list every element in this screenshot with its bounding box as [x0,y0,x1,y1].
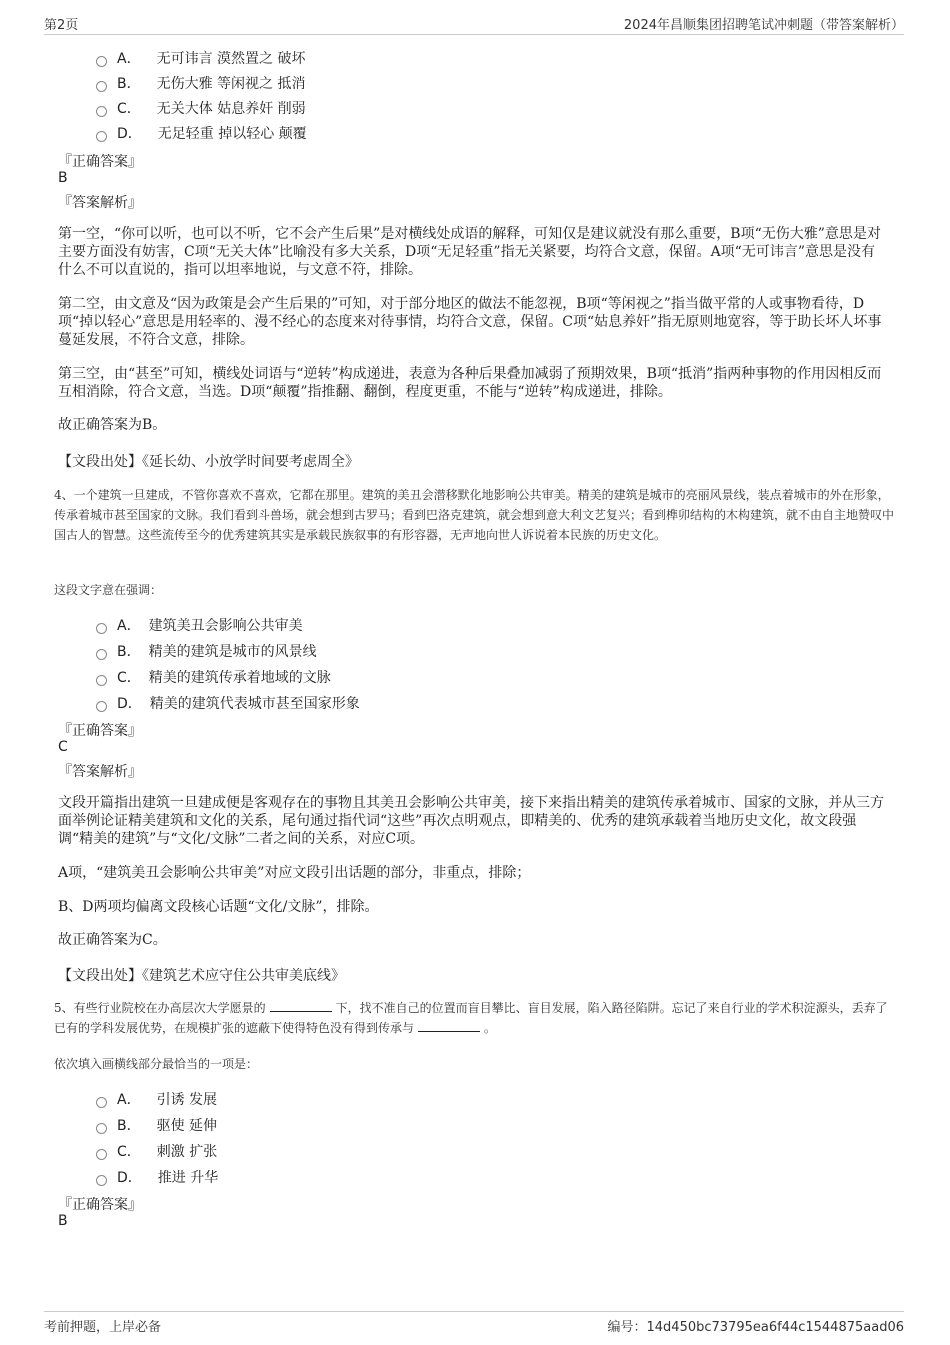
q5-option-b[interactable]: B． 驱使 延伸 [96,1115,217,1135]
footer-slogan: 考前押题，上岸必备 [44,1320,162,1335]
q3-option-c[interactable]: C． 无关大体 姑息养奸 削弱 [96,98,306,118]
q5-prompt: 依次填入画横线部分最恰当的一项是： [54,1057,259,1071]
q4-option-c[interactable]: C． 精美的建筑传承着地域的文脉 [96,667,331,687]
q5-option-a[interactable]: A． 引诱 发展 [96,1089,217,1109]
fill-blank-1[interactable] [270,1000,332,1012]
q4-stem: 4、一个建筑一旦建成，不管你喜欢不喜欢，它都在那里。建筑的美丑会潜移默化地影响公共审美。精美的建筑是城市的亮丽风景线，装点着城市的外在形象，传承着城市甚至国家的文脉。我们看到斗兽场，就会想到古罗马；看到巴洛克建筑，就会想到意大利文艺复兴；看到榫卯结构的木构建筑，就不由自主地赞叹中国古人的智慧。这些流传至今的优秀建筑其实是承载民族叙事的有形容器，无声地向世人诉说着本民族的历史文化。 [54,488,895,542]
q4-source: 【文段出处】《建筑艺术应守住公共审美底线》 [58,968,345,984]
radio-icon[interactable] [96,701,107,712]
q3-analysis-conclusion: 故正确答案为B。 [58,417,167,433]
fill-blank-2[interactable] [418,1020,480,1032]
radio-icon[interactable] [96,623,107,634]
q3-analysis-paragraph-3: 第三空，由“甚至”可知，横线处词语与“逆转”构成递进，表意为各种后果叠加减弱了预期效果，B项“抵消”指两种事物的作用因相反而互相消除，符合文意，当选。D项“颠覆”指推翻、翻倒，程度更重，不能与“逆转”构成递进，排除。 [58,366,882,400]
radio-icon[interactable] [96,675,107,686]
page-number: 第2页 [44,18,79,33]
q4-prompt: 这段文字意在强调： [54,583,163,597]
page-header [44,12,904,35]
radio-icon[interactable] [96,1175,107,1186]
q4-analysis-paragraph-1: 文段开篇指出建筑一旦建成便是客观存在的事物且其美丑会影响公共审美，接下来指出精美的建筑传承着城市、国家的文脉，并从三方面举例论证精美建筑和文化的关系，尾句通过指代词“这些”再次点明观点，即精美的、优秀的建筑承载着当地历史文化，故文段强调“精美的建筑”与“文化/文脉”二者之间的关系，对应C项。 [58,795,884,847]
q5-stem-part-2: 下，找不准自己的位置而盲目攀比、盲目发展，陷入路径陷阱。忘记了来自行业的学术积淀源头，丢弃了已有的学科发展优势，在规模扩张的遮蔽下使得特色没有得到传承与 [54,1001,888,1035]
q3-option-b[interactable]: B． 无伤大雅 等闲视之 抵消 [96,73,306,93]
q5-stem-part-1: 5、有些行业院校在办高层次大学愿景的 [54,1001,266,1015]
q4-analysis-conclusion: 故正确答案为C。 [58,932,167,948]
q3-analysis-paragraph-1: 第一空，“你可以听，也可以不听，它不会产生后果”是对横线处成语的解释，可知仅是建议就没有那么重要，B项“无伤大雅”意思是对主要方面没有妨害，C项“无关大体”比喻没有多大关系，D项“无足轻重”指无关紧要，均符合文意，保留。A项“无可讳言”意思是没有什么不可以直说的，指可以坦率地说，与文意不符，排除。 [58,226,881,278]
q4-option-b[interactable]: B． 精美的建筑是城市的风景线 [96,641,317,661]
q5-answer: B [58,1213,68,1229]
radio-icon[interactable] [96,131,107,142]
document-title: 2024年昌顺集团招聘笔试冲刺题（带答案解析） [623,18,904,33]
radio-icon[interactable] [96,1149,107,1160]
radio-icon[interactable] [96,1123,107,1134]
document-id: 编号：14d450bc73795ea6f44c1544875aad06 [607,1320,904,1335]
q4-analysis-paragraph-2: A项，“建筑美丑会影响公共审美”对应文段引出话题的部分，非重点，排除； [58,865,531,881]
q4-answer: C [58,739,68,755]
q3-analysis-label: 『答案解析』 [58,195,142,211]
q5-stem-part-3: 。 [484,1021,497,1035]
q4-option-a[interactable]: A． 建筑美丑会影响公共审美 [96,615,303,635]
q3-analysis-paragraph-2: 第二空，由文意及“因为政策是会产生后果的”可知，对于部分地区的做法不能忽视，B项“等闲视之”指当做平常的人或事物看待，D项“掉以轻心”意思是用轻率的、漫不经心的态度来对待事情，均符合文意，保留。C项“姑息养奸”指无原则地宽容，等于助长坏人坏事蔓延发展，不符合文意，排除。 [58,296,882,348]
q3-source: 【文段出处】《延长幼、小放学时间要考虑周全》 [58,454,359,470]
q4-answer-label: 『正确答案』 [58,723,142,739]
q5-stem [54,998,896,1038]
radio-icon[interactable] [96,649,107,660]
q4-analysis-label: 『答案解析』 [58,764,142,780]
page-footer [44,1311,904,1338]
q3-answer: B [58,170,68,186]
q3-option-a[interactable]: A． 无可讳言 漠然置之 破坏 [96,48,305,68]
radio-icon[interactable] [96,56,107,67]
q3-answer-label: 『正确答案』 [58,154,142,170]
radio-icon[interactable] [96,1097,107,1108]
q5-option-c[interactable]: C． 刺激 扩张 [96,1141,217,1161]
radio-icon[interactable] [96,81,107,92]
q3-option-d[interactable]: D． 无足轻重 掉以轻心 颠覆 [96,123,307,143]
q4-analysis-paragraph-3: B、D两项均偏离文段核心话题“文化/文脉”，排除。 [58,899,379,915]
q5-answer-label: 『正确答案』 [58,1197,142,1213]
q4-option-d[interactable]: D． 精美的建筑代表城市甚至国家形象 [96,693,360,713]
q5-option-d[interactable]: D． 推进 升华 [96,1167,218,1187]
radio-icon[interactable] [96,106,107,117]
